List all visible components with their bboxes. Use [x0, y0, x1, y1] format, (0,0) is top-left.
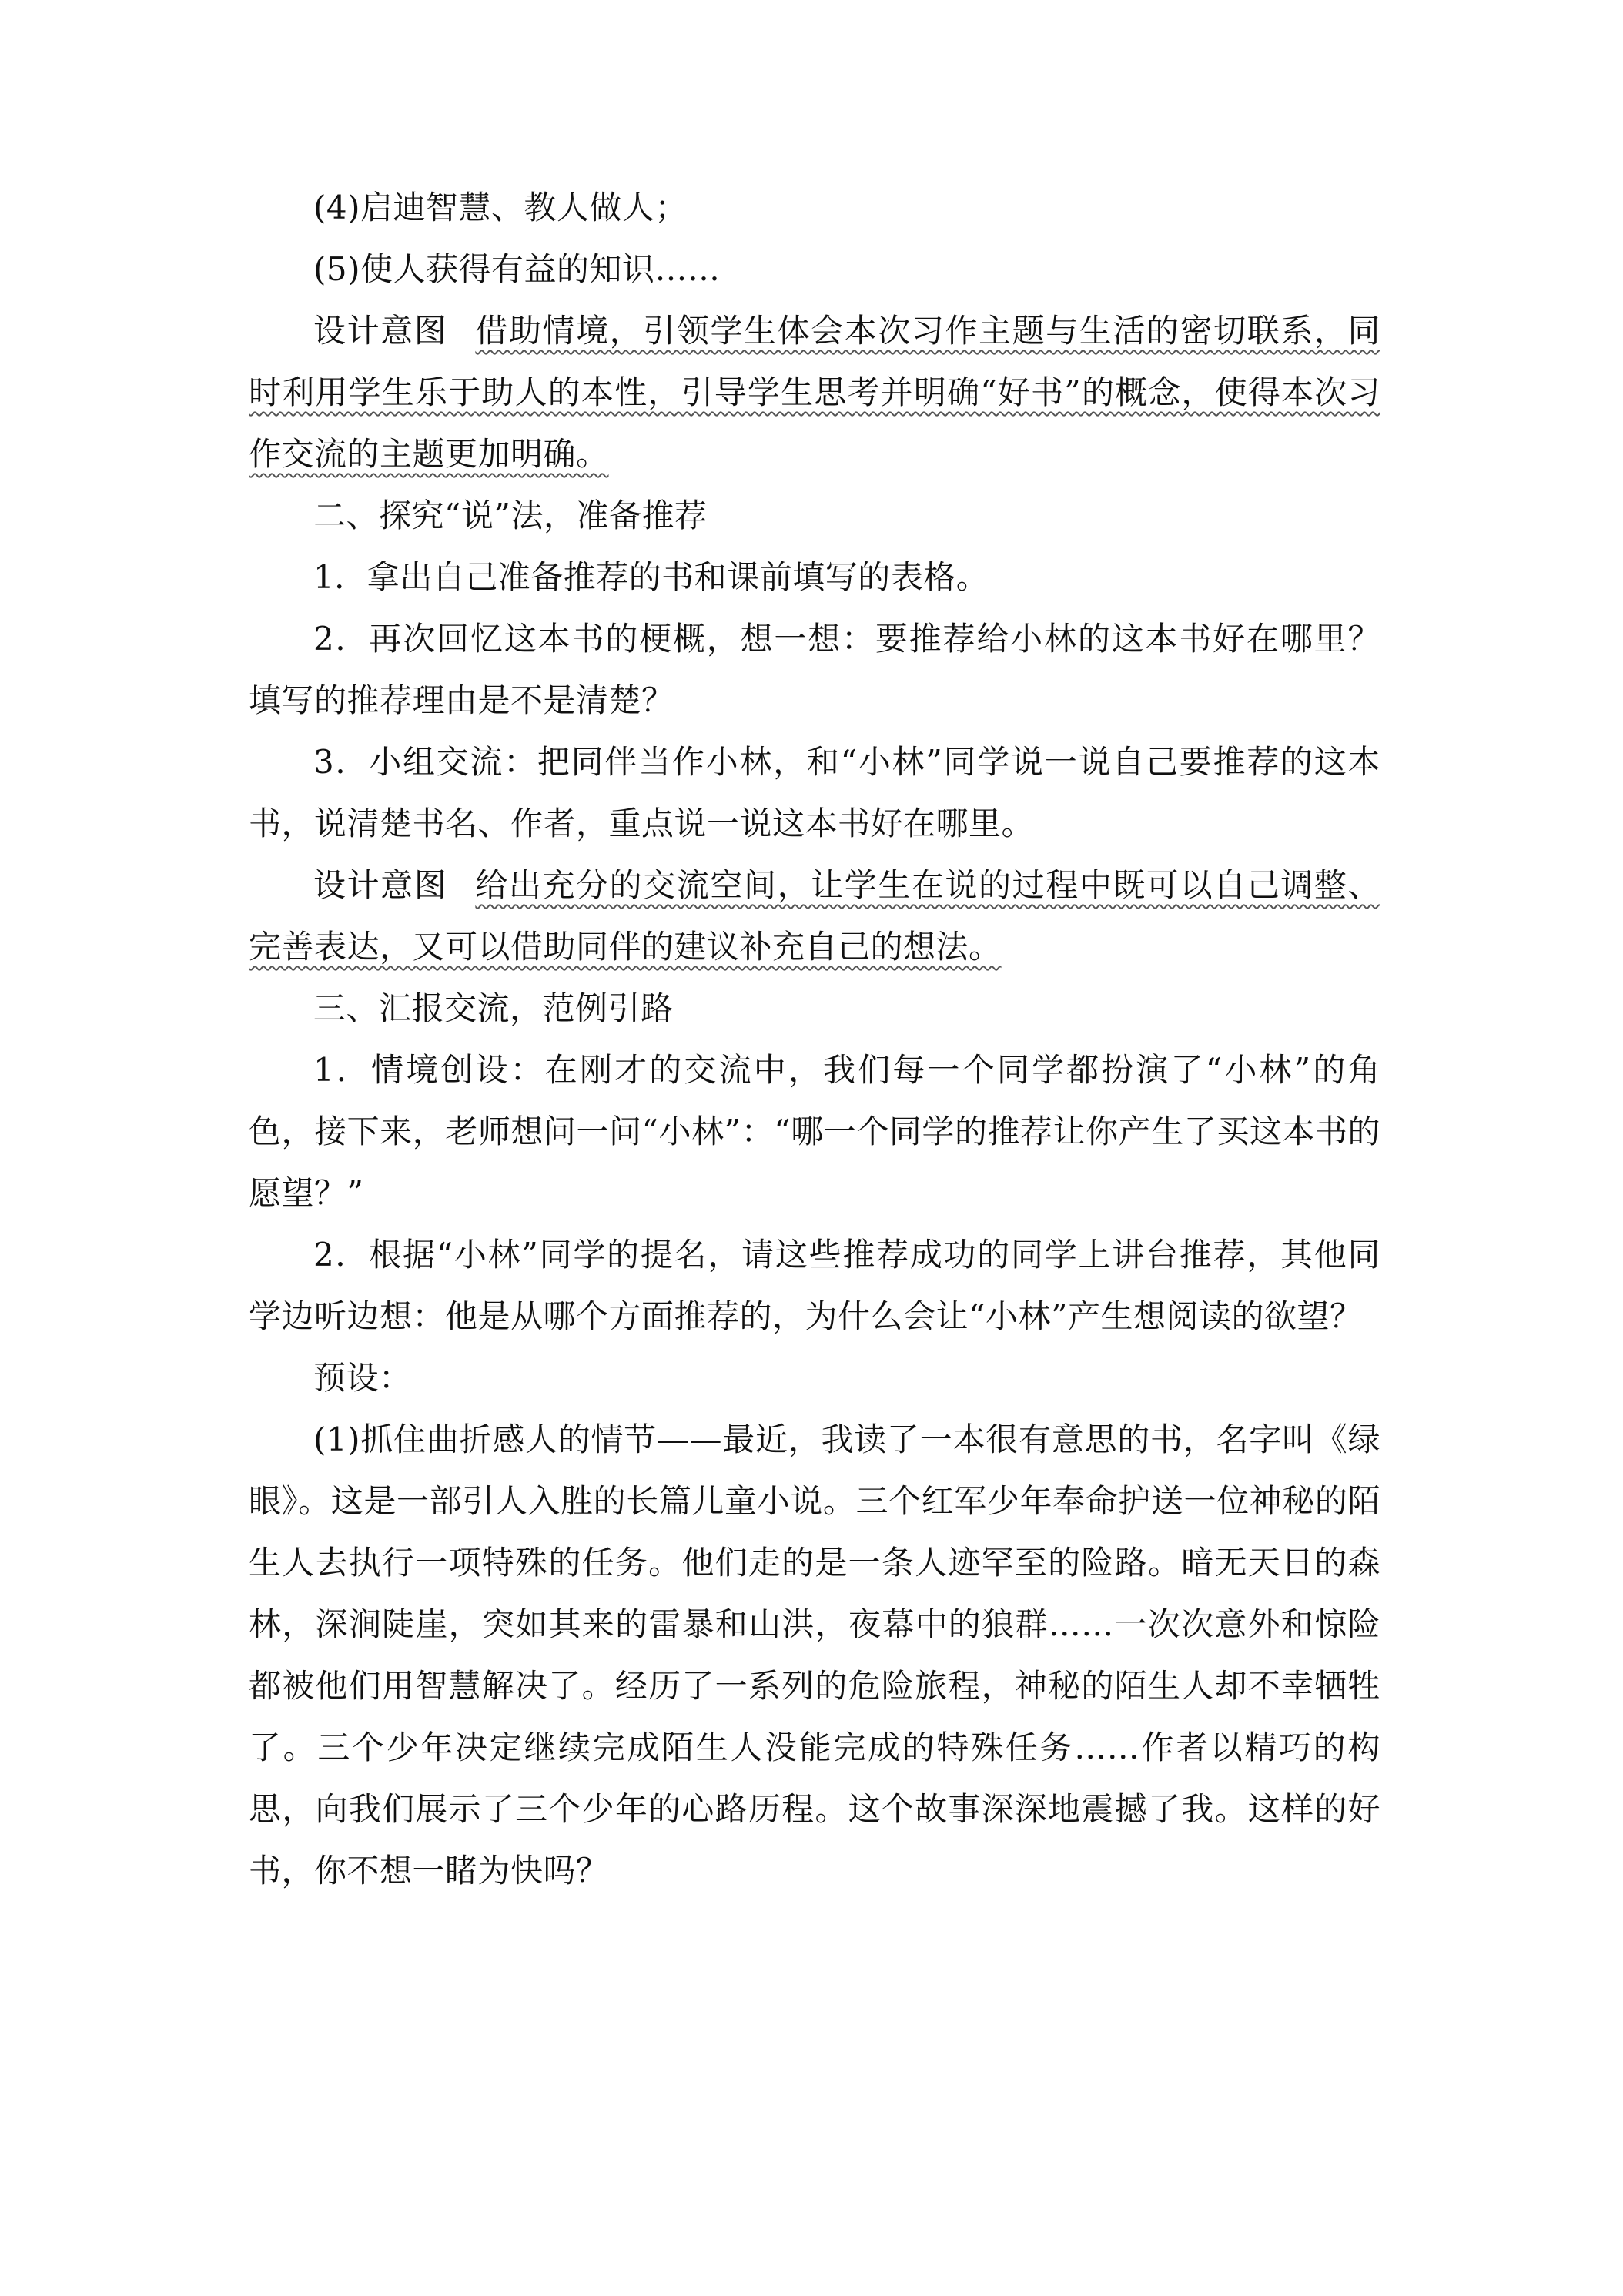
design-intent-label: 设计意图 — [313, 866, 448, 904]
design-intent-text: 给出充分的交流空间，让学生在说的过程中既可以自己调整、完善表达，又可以借助同伴的建议补充自己的想法。 — [249, 866, 1380, 966]
step-2: 2．再次回忆这本书的梗概，想一想：要推荐给小林的这本书好在哪里？填写的推荐理由是不是清楚？ — [249, 620, 1380, 719]
report-step-2: 2．根据“小林”同学的提名，请这些推荐成功的同学上讲台推荐，其他同学边听边想：他是从哪个方面推荐的，为什么会让“小林”产生想阅读的欲望？ — [249, 1236, 1380, 1335]
section-heading-2: 二、探究“说”法，准备推荐 — [313, 497, 708, 534]
design-intent-label: 设计意图 — [313, 312, 448, 350]
list-item-4: (4)启迪智慧、教人做人； — [313, 189, 688, 226]
design-intent-paragraph-1 — [249, 300, 1380, 485]
document-body — [249, 177, 1380, 1902]
report-step-1: 1．情境创设：在刚才的交流中，我们每一个同学都扮演了“小林”的角色，接下来，老师想问一问“小林”：“哪一个同学的推荐让你产生了买这本书的愿望？” — [249, 1051, 1380, 1212]
step-3: 3．小组交流：把同伴当作小林，和“小林”同学说一说自己要推荐的这本书，说清楚书名、作者，重点说一说这本书好在哪里。 — [249, 743, 1380, 842]
step-1: 1．拿出自己准备推荐的书和课前填写的表格。 — [313, 558, 989, 596]
design-intent-paragraph-2 — [249, 855, 1380, 978]
list-item-5: (5)使人获得有益的知识…… — [313, 250, 721, 288]
preset-label: 预设： — [313, 1359, 412, 1397]
preset-example-1: (1)抓住曲折感人的情节——最近，我读了一本很有意思的书，名字叫《绿眼》。这是一部引人入胜的长篇儿童小说。三个红军少年奉命护送一位神秘的陌生人去执行一项特殊的任务。他们走的是一条人迹罕至的险路。暗无天日的森林，深涧陡崖，突如其来的雷暴和山洪，夜幕中的狼群……一次次意外和惊险都被他们用智慧解决了。经历了一系列的危险旅程，神秘的陌生人却不幸牺牲了。三个少年决定继续完成陌生人没能完成的特殊任务……作者以精巧的构思，向我们展示了三个少年的心路历程。这个故事深深地震撼了我。这样的好书，你不想一睹为快吗？ — [249, 1421, 1380, 1889]
design-intent-text: 借助情境，引领学生体会本次习作主题与生活的密切联系，同时利用学生乐于助人的本性，引导学生思考并明确“好书”的概念，使得本次习作交流的主题更加明确。 — [249, 312, 1380, 473]
section-heading-3: 三、汇报交流，范例引路 — [313, 989, 674, 1027]
